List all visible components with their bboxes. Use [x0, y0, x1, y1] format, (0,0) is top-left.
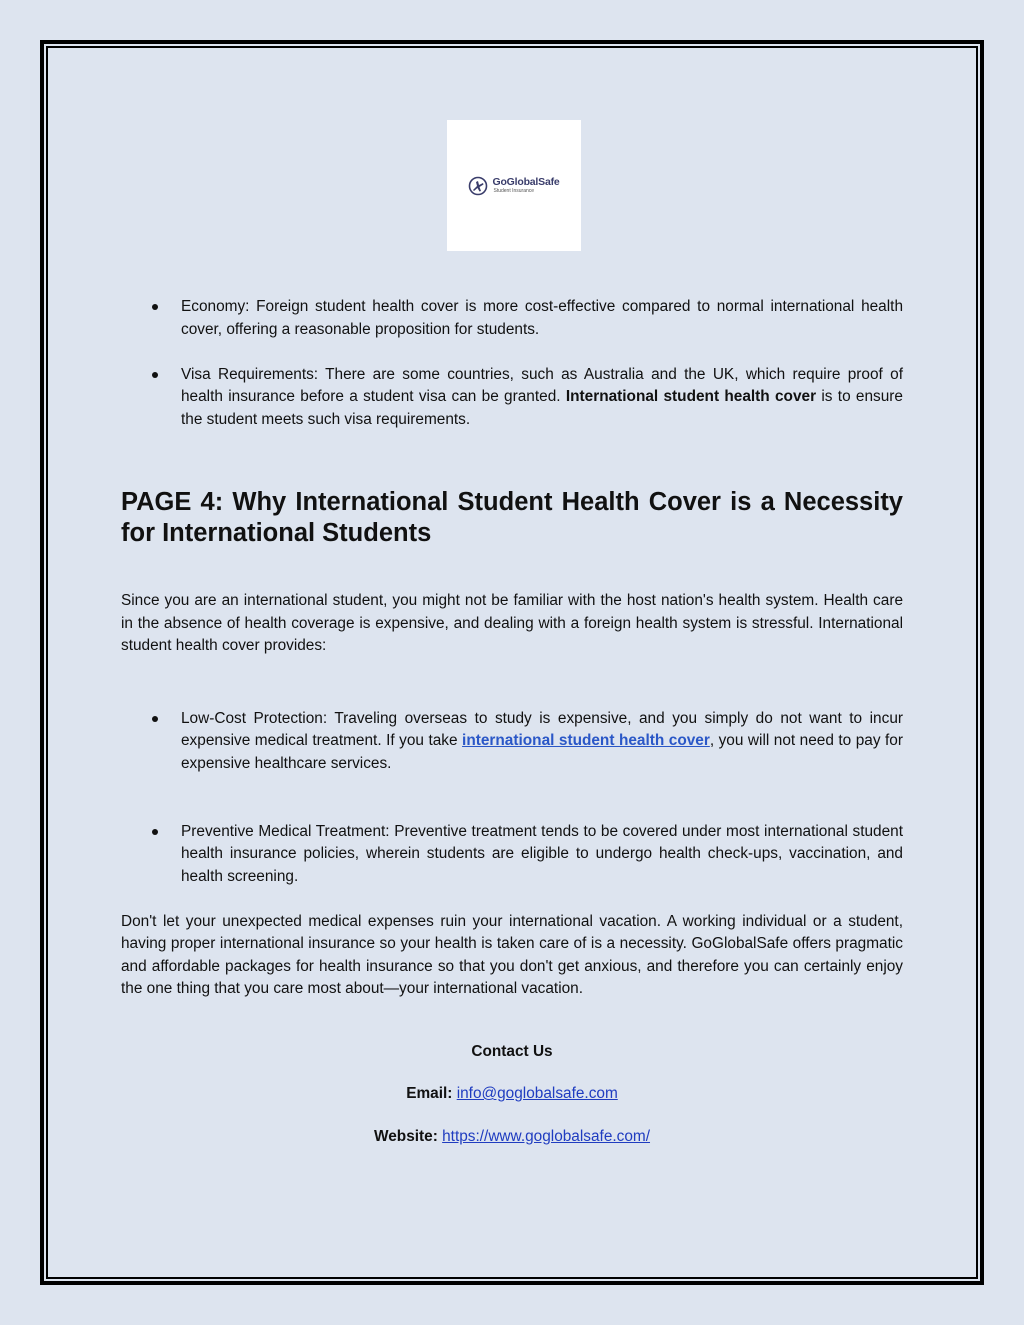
contact-website-row [121, 1126, 903, 1149]
list-item [121, 296, 903, 341]
email-link[interactable]: info@goglobalsafe.com [456, 1085, 618, 1102]
website-label: Website: [373, 1127, 438, 1145]
logo-name: GoGlobalSafe [492, 175, 560, 188]
page-label: PAGE 4: [121, 488, 224, 516]
contact-title [121, 1041, 903, 1064]
section-heading [121, 487, 903, 549]
website-link[interactable]: https://www.goglobalsafe.com/ [442, 1127, 651, 1145]
logo-tagline: Student Insurance [493, 188, 535, 195]
heading-title: Why International Student Health Cover is a Necessity for International Students [121, 488, 903, 547]
list-item [121, 364, 903, 432]
intro-paragraph: Since you are an international student, you might not be familiar with the host nation's health system. Health care in the absence of health coverage is expensive, and dealing with a foreign health system is stressful. International student health cover provides: [121, 592, 903, 654]
bullet-text: , you will not need to pay for expensive healthcare services. [181, 732, 903, 772]
list-item [121, 708, 903, 776]
contact-email-row [121, 1083, 903, 1106]
benefits-list-top [121, 296, 903, 431]
document-body [121, 296, 903, 1148]
globe-plane-icon [468, 176, 488, 196]
bold-keyword: International student health cover [565, 388, 817, 405]
bullet-text: is to ensure the student meets such visa requirements. [181, 388, 903, 428]
logo [447, 120, 581, 251]
closing-paragraph: Don't let your unexpected medical expenses ruin your international vacation. A working individual or a student, having proper international insurance so your health is taken care of is a necessity. GoGlobalSafe offers pragmatic and affordable packages for health insurance so that you don't get anxious, and therefore you can certainly enjoy the one thing that you care most about—your international vacation. [121, 912, 903, 997]
list-item [121, 821, 903, 889]
cover-link[interactable]: international student health cover [462, 732, 710, 749]
bullet-text: Economy: Foreign student health cover is more cost-effective compared to normal international health cover, offering a reasonable proposition for students. [181, 298, 903, 338]
benefits-list-bottom [121, 708, 903, 889]
email-label: Email: [406, 1085, 453, 1102]
bullet-text: Visa Requirements: There are some countries, such as Australia and the UK, which require proof of health insurance before a student visa can be granted. [181, 365, 903, 405]
bullet-text: Preventive Medical Treatment: Preventive treatment tends to be covered under most international student health insurance policies, wherein students are eligible to undergo health check-ups, vaccination, and health screening. [181, 822, 903, 885]
contact-title-text: Contact Us [471, 1042, 553, 1060]
bullet-text: Low-Cost Protection: Traveling overseas to study is expensive, and you simply do not want to incur expensive medical treatment. If you take [181, 709, 903, 749]
